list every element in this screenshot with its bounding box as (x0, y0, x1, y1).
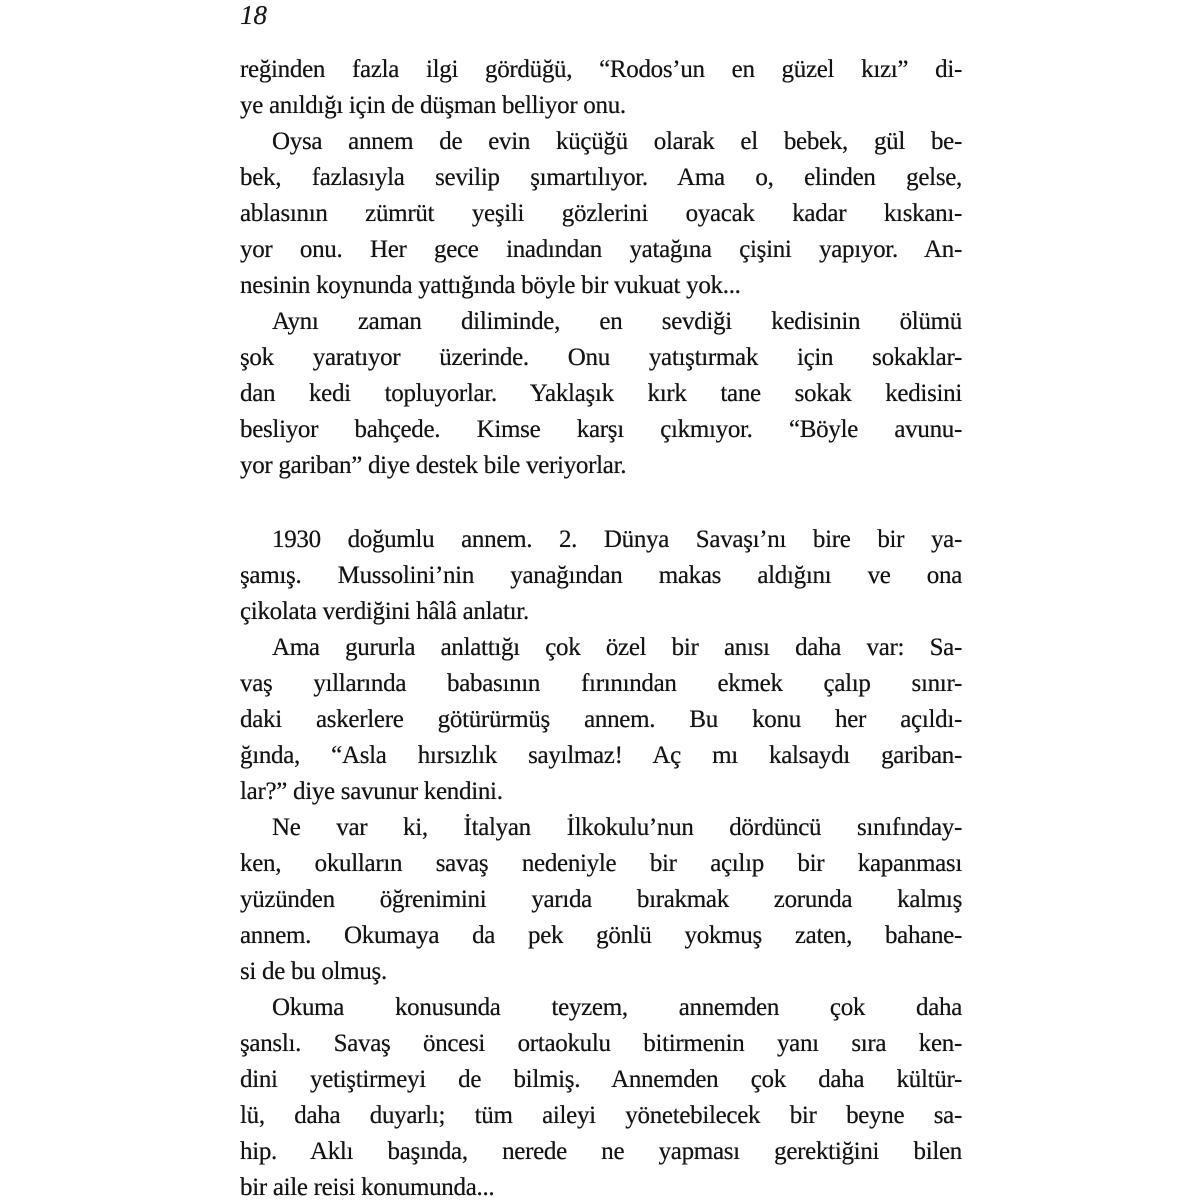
text-line: vaş yıllarında babasının fırınından ekmek çalıp sınır- (240, 670, 962, 697)
paragraph (240, 124, 962, 304)
text-line: yüzünden öğrenimini yarıda bırakmak zorunda kalmış (240, 886, 962, 913)
text-line: şanslı. Savaş öncesi ortaokulu bitirmenin yanı sıra ken- (240, 1030, 962, 1057)
text-line: lü, daha duyarlı; tüm aileyi yönetebilecek bir beyne sa- (240, 1102, 962, 1129)
page-number: 18 (240, 0, 267, 30)
text-line: dini yetiştirmeyi de bilmiş. Annemden çok daha kültür- (240, 1066, 962, 1093)
text-line: yor gariban” diye destek bile veriyorlar. (240, 452, 627, 479)
text-line: hip. Aklı başında, nerede ne yapması gerektiğini bilen (240, 1138, 962, 1165)
text-line: çikolata verdiğini hâlâ anlatır. (240, 598, 529, 625)
text-line: bek, fazlasıyla sevilip şımartılıyor. Ama o, elinden gelse, (240, 164, 962, 191)
text-line: Okuma konusunda teyzem, annemden çok daha (272, 994, 962, 1021)
text-line: dan kedi topluyorlar. Yaklaşık kırk tane sokak kedisini (240, 380, 962, 407)
text-line: yor onu. Her gece inadından yatağına çişini yapıyor. An- (240, 236, 962, 263)
text-line: nesinin koynunda yattığında böyle bir vukuat yok... (240, 272, 741, 299)
paragraph (240, 810, 962, 990)
text-line: Aynı zaman diliminde, en sevdiği kedisinin ölümü (272, 308, 962, 335)
text-line: bir aile reisi konumunda... (240, 1174, 495, 1200)
text-line: reğinden fazla ilgi gördüğü, “Rodos’un en güzel kızı” di- (240, 56, 962, 83)
paragraph (240, 522, 962, 630)
text-line: daki askerlere götürürmüş annem. Bu konu her açıldı- (240, 706, 962, 733)
text-line: şok yaratıyor üzerinde. Onu yatıştırmak için sokaklar- (240, 344, 962, 371)
text-line: ablasının zümrüt yeşili gözlerini oyacak kadar kıskanı- (240, 200, 962, 227)
text-line: ye anıldığı için de düşman belliyor onu. (240, 92, 626, 119)
text-line: lar?” diye savunur kendini. (240, 778, 503, 805)
text-line: besliyor bahçede. Kimse karşı çıkmıyor. “Böyle avunu- (240, 416, 962, 443)
paragraph (240, 630, 962, 810)
text-line: Ne var ki, İtalyan İlkokulu’nun dördüncü sınıfınday- (272, 814, 962, 841)
paragraph (240, 52, 962, 124)
text-line: Oysa annem de evin küçüğü olarak el bebek, gül be- (272, 128, 962, 155)
text-line: annem. Okumaya da pek gönlü yokmuş zaten, bahane- (240, 922, 962, 949)
text-line: si de bu olmuş. (240, 958, 387, 985)
text-line: şamış. Mussolini’nin yanağından makas aldığını ve ona (240, 562, 962, 589)
paragraph (240, 990, 962, 1200)
text-line: 1930 doğumlu annem. 2. Dünya Savaşı’nı bire bir ya- (272, 526, 962, 553)
paragraph (240, 304, 962, 484)
text-line: Ama gururla anlattığı çok özel bir anısı daha var: Sa- (272, 634, 962, 661)
text-line: ğında, “Asla hırsızlık sayılmaz! Aç mı kalsaydı gariban- (240, 742, 962, 769)
body-text (240, 52, 962, 1200)
text-line: ken, okulların savaş nedeniyle bir açılıp bir kapanması (240, 850, 962, 877)
